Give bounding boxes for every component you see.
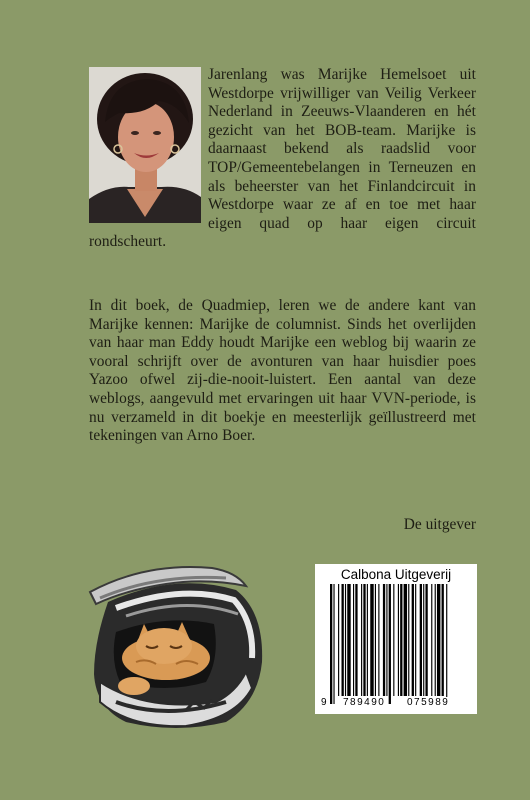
barcode-bar: [404, 584, 407, 696]
barcode-bar: [338, 584, 339, 696]
about-text: In dit boek, de Quadmiep, leren we de andere kant van Marijke kennen: Marijke de columnist. Sinds het overlijden van haar man Eddy houdt Marijke een weblog bij waarin ze vooral schrijft over de avonturen van haar huisdier poes Yazoo ofwel zij-die-nooit-luistert. Een aantal van deze weblogs, aangevuld met ervaringen uit haar VVN-periode, is nu verzameld in dit boekje en meesterlijk geïllustreerd met tekeningen van Arno Boer.: [89, 297, 476, 445]
intro-text: Jarenlang was Marijke Hemelsoet uit Westdorpe vrijwilliger van Veilig Verkeer Nederland in Zeeuws-Vlaanderen en hét gezicht van het BOB-team. Marijke is daarnaast bekend als raadslid voor TOP/Gemeentebelangen in Terneuzen en als beheerster van het Finlandcircuit in Westdorpe waar ze af en toe met haar eigen quad op haar eigen circuit rondscheurt.: [89, 66, 476, 251]
barcode-bar: [347, 584, 350, 696]
barcode-bar: [342, 584, 344, 696]
barcode-bar: [363, 584, 365, 696]
barcode-bar: [386, 584, 387, 696]
barcode-bar: [370, 584, 373, 696]
isbn-barcode: [315, 564, 477, 714]
barcode-bar: [408, 584, 409, 696]
barcode-bar: [412, 584, 414, 696]
barcode-bar: [375, 584, 376, 696]
barcode-bar: [425, 584, 427, 696]
barcode-bar: [442, 584, 444, 696]
publisher-name: Calbona Uitgeverij: [340, 567, 452, 582]
barcode-bar: [333, 584, 334, 704]
barcode-bar: [435, 584, 436, 696]
barcode-bar: [367, 584, 368, 696]
barcode-bar: [431, 584, 432, 696]
barcode-bar: [361, 584, 362, 696]
barcode-bar: [330, 584, 332, 704]
barcode-bar: [353, 584, 354, 696]
barcode-bar: [437, 584, 440, 696]
intro-paragraph: [89, 66, 476, 252]
barcode-digits-left: 789490: [343, 697, 386, 708]
barcode-bar: [415, 584, 416, 696]
barcode-bar: [423, 584, 424, 696]
barcode-bar: [345, 584, 346, 696]
barcode-bar: [398, 584, 399, 696]
barcode-bars: [315, 564, 477, 714]
barcode-digit-first: 9: [321, 697, 329, 708]
barcode-digits-right: 075989: [407, 697, 450, 708]
barcode-bar: [400, 584, 402, 696]
barcode-bar: [446, 584, 447, 704]
signature: De uitgever: [403, 516, 476, 533]
barcode-bar: [383, 584, 385, 696]
barcode-bar: [378, 584, 379, 696]
helmet-cat-illustration: [86, 562, 264, 732]
barcode-bar: [420, 584, 422, 696]
barcode-bar: [389, 584, 391, 704]
barcode-bar: [355, 584, 357, 696]
barcode-bar: [393, 584, 394, 696]
about-paragraph: [89, 297, 476, 446]
